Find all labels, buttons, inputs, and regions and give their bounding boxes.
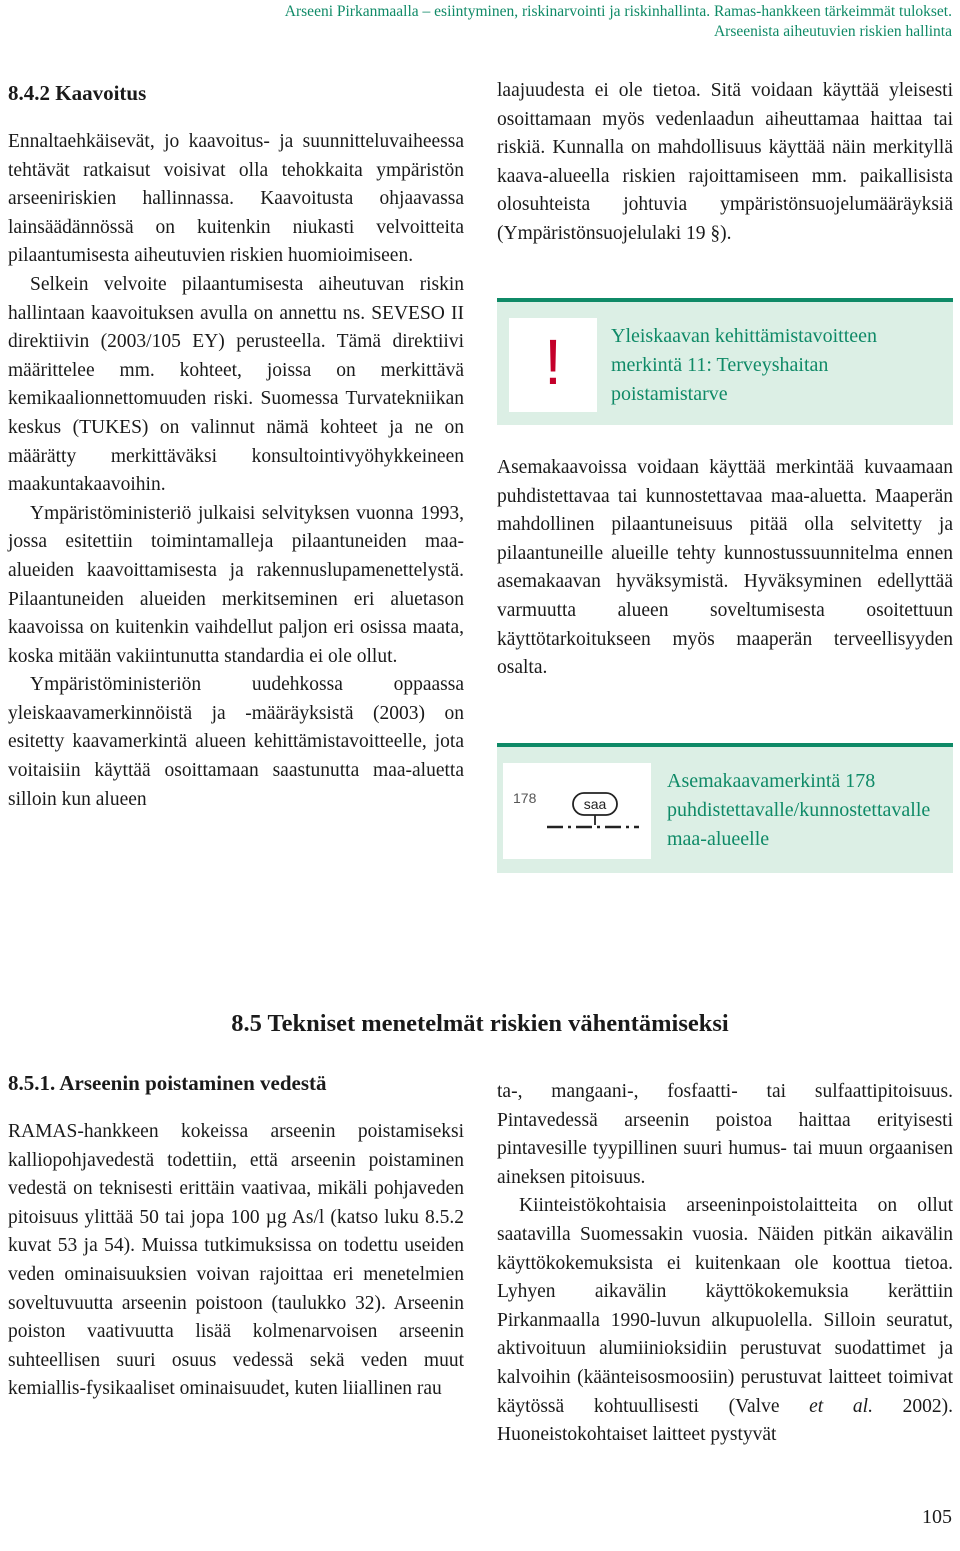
paragraph: Ympäristöministeriö julkaisi selvityksen vuonna 1993, jossa esitettiin toimintamalleja pilaantuneiden maa-alueiden kaavoittamisesta ja rakennuslupamenettelystä. Pilaantuneiden alueiden merkitseminen eri aluetason kaavoissa on kuitenkin vaihdellut paljon eri osissa maata, koska mitään vakiintunutta standardia ei ole ollut. — [8, 502, 464, 667]
paragraph: Asemakaavoissa voidaan käyttää merkintää kuvaamaan puhdistettavaa tai kunnostettavaa maa-aluetta. Maaperän mahdollinen pilaantuneisuus pitää olla selvitetty ja pilaantuneille alueille tehty kunnostussuunnitelma ennen asemakaavan hyväksymistä. Hyväksyminen edellyttää varmuutta alueen soveltumisesta osoitettuun käyttötarkoitukseen myös maaperän terveellisyyden osalta. — [497, 457, 953, 679]
map-symbol-graphic — [503, 763, 651, 859]
callout-text: Yleiskaavan kehittämistavoitteen merkintä 11: Terveyshaitan poistamistarve — [611, 325, 878, 405]
callout-box-yleiskaava — [497, 298, 953, 425]
running-head-line-2: Arseenista aiheutuvien riskien hallinta — [713, 23, 952, 40]
citation-et-al: et al. — [809, 1395, 873, 1417]
paragraph — [497, 1192, 953, 1449]
map-number-label: 178 — [513, 790, 537, 806]
map-label-text: saa — [583, 796, 607, 812]
exclamation-icon: ! — [544, 326, 562, 398]
paragraph: Ennaltaehkäisevät, jo kaavoitus- ja suunnitteluvaiheessa tehtävät ratkaisut voisivat olla tehokkaita ympäristön arseeniriskien hallinnassa. Kaavoitusta ohjaavassa lainsäädännössä on kuitenkin niukasti velvoitteita pilaantumisesta aiheutuvien riskien huomioimiseen. — [8, 131, 464, 267]
paragraph: Ympäristöministeriön uudehkossa oppaassa yleiskaavamerkinnöistä ja -määräyksistä (2003) on esitetty kaavamerkintä alueen kehittämistavoitteelle, jota voitaisiin käyttää osoittamaan saastunutta maa-aluetta silloin kun alueen — [8, 674, 464, 810]
paragraph: laajuudesta ei ole tietoa. Sitä voidaan käyttää yleisesti osoittamaan myös vedenlaadun aiheuttamaa haittaa tai riskiä. Kunnalla on mahdollisuus käyttää näin merkityllä kaava-alueella riskien rajoittamiseen mm. paikallisista olosuhteista johtuvia ympäristönsuojelumääräyksiä (Ympäristönsuojelulaki 19 §). — [497, 80, 953, 244]
column-left-bottom — [8, 1070, 464, 1404]
paragraph: RAMAS-hankkeen kokeissa arseenin poistamiseksi kalliopohjavedestä todettiin, että arseenin poistaminen vedestä on teknisesti erittäin vaativaa, mikäli pohjaveden pitoisuus ylittää 50 tai jopa 100 µg As/l (katso luku 8.5.2 kuvat 53 ja 54). Muissa tutkimuksissa on todettu useiden veden ominaisuuksien voivan rajoittaa eri menetelmien soveltuvuutta arseenin poistoon (taulukko 32). Arseenin poiston vaativuutta lisää kolmenarvoisen arseenin suhteellisen suuri osuus vedessä sekä veden muut kemiallis-fysikaaliset ominaisuudet, kuten liiallinen rau — [8, 1121, 464, 1400]
column-right-middle — [497, 454, 953, 683]
paragraph-text: 2002). Huoneistokohtaiset laitteet pystyvät — [497, 1395, 953, 1446]
paragraph-text: Kiinteistökohtaisia arseeninpoistolaitteita on ollut saatavilla Suomessakin vuosia. Näiden pitkän aikavälin käyttökokemuksista ei kuitenkaan ole koottua tietoa. Lyhyen aikavälin käyttökokemuksia kerättiin Pirkanmaalla 1990-luvun alkupuolella. Silloin seuratut, aktivoituun alumiinioksidiin perustuvat suodattimet ja kalvoihin (käänteisosmoosiin) perustuvat laitteet toimivat käytössä kohtuullisesti (Valve — [497, 1195, 953, 1417]
section-heading-8-4-2: 8.4.2 Kaavoitus — [8, 81, 147, 105]
column-right-bottom — [497, 1078, 953, 1450]
column-left-top — [8, 80, 464, 814]
paragraph: Selkein velvoite pilaantumisesta aiheutuvan riskin hallintaan kaavoituksen avulla on annettu ns. SEVESO II direktiivin (2003/105 EY) perusteella. Tämä direktiivi määrittelee mm. kohteet, joissa on merkittävä kemikaalionnettomuuden riski. Suomessa Turvatekniikan keskus (TUKES) on valinnut nämä kohteet ja ne on määrätty merkittäväksi konsultointivyöhykkeineen maakuntakaavoihin. — [8, 273, 464, 496]
section-heading-8-5-1: 8.5.1. Arseenin poistaminen vedestä — [8, 1071, 327, 1095]
section-heading-8-5: 8.5 Tekniset menetelmät riskien vähentämiseksi — [231, 1010, 729, 1037]
running-head — [12, 2, 952, 42]
callout-text: Asemakaavamerkintä 178 puhdistettavalle/kunnostettavalle maa-alueelle — [667, 770, 931, 850]
column-right-top — [497, 77, 953, 249]
map-symbol-icon — [503, 763, 651, 859]
warning-icon — [509, 318, 597, 412]
paragraph: ta-, mangaani-, fosfaatti- tai sulfaattipitoisuus. Pintavedessä arseenin poistoa haittaa erityisesti pintavesille tyypillinen suuri humus- tai muun orgaanisen aineksen pitoisuus. — [497, 1081, 953, 1188]
callout-box-asemakaava — [497, 743, 953, 873]
running-head-line-1: Arseeni Pirkanmaalla – esiintyminen, riskinarvointi ja riskinhallinta. Ramas-hankkeen tärkeimmät tulokset. — [284, 3, 952, 20]
page-number: 105 — [922, 1506, 952, 1528]
